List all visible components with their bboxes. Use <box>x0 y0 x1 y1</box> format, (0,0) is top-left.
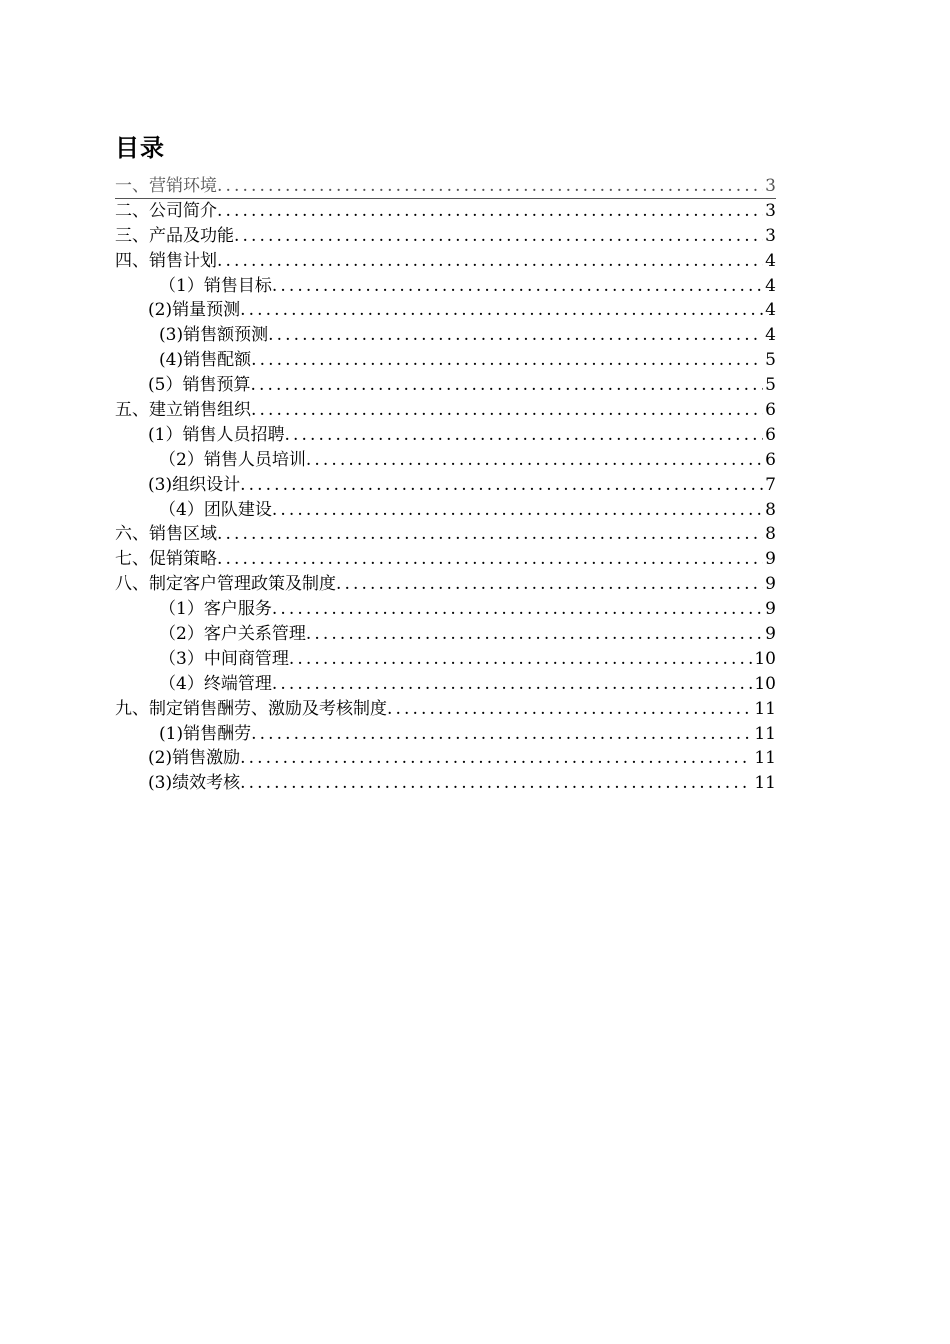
toc-page-number: 4 <box>765 325 776 346</box>
toc-page-number: 10 <box>754 673 776 694</box>
dot-leader <box>217 249 763 274</box>
toc-entry-terminal-mgmt[interactable] <box>115 672 776 697</box>
toc-entry-text: （3）中间商管理 <box>159 648 289 669</box>
toc-entry-compensation-system[interactable] <box>115 697 776 722</box>
dot-leader <box>251 398 763 423</box>
toc-entry-sales-quota[interactable] <box>115 348 776 373</box>
toc-entry-intermediary-mgmt[interactable] <box>115 647 776 672</box>
dot-leader <box>272 672 753 697</box>
toc-entry-sales-compensation[interactable] <box>115 722 776 747</box>
toc-entry-text: 二、公司简介 <box>115 200 217 221</box>
dot-leader <box>336 572 763 597</box>
toc-entry-text: 六、销售区域 <box>115 524 217 545</box>
toc-page-number: 9 <box>765 599 776 620</box>
toc-entry-sales-incentive[interactable] <box>115 746 776 771</box>
toc-page-number: 7 <box>765 474 776 495</box>
toc-entry-customer-service[interactable] <box>115 597 776 622</box>
toc-page-number: 3 <box>765 225 776 246</box>
toc-page-number: 9 <box>765 549 776 570</box>
toc-entry-sales-budget[interactable] <box>115 373 776 398</box>
toc-entry-sales-organization[interactable] <box>115 398 776 423</box>
toc-page-number: 6 <box>765 400 776 421</box>
dot-leader <box>306 622 763 647</box>
toc-entry-text: 四、销售计划 <box>115 250 217 271</box>
toc-entry-text: 九、制定销售酬劳、激励及考核制度 <box>115 698 387 719</box>
toc-entry-text: （1）销售目标 <box>159 275 272 296</box>
dot-leader <box>272 597 763 622</box>
dot-leader <box>268 323 763 348</box>
dot-leader <box>217 199 763 224</box>
table-of-contents <box>115 174 776 796</box>
toc-page-number: 4 <box>765 275 776 296</box>
toc-entry-customer-relations[interactable] <box>115 622 776 647</box>
toc-entry-text: (2)销量预测 <box>148 300 241 321</box>
toc-page-number: 4 <box>765 300 776 321</box>
toc-entry-text: (2)销售激励 <box>148 748 241 769</box>
dot-leader <box>251 722 752 747</box>
toc-entry-marketing-environment[interactable] <box>115 174 776 199</box>
toc-page-number: 5 <box>765 350 776 371</box>
toc-entry-text: 八、制定客户管理政策及制度 <box>115 574 336 595</box>
toc-entry-text: (1)销售酬劳 <box>159 723 252 744</box>
toc-page-number: 10 <box>754 648 776 669</box>
dot-leader <box>240 771 752 796</box>
dot-leader <box>217 522 763 547</box>
toc-entry-training[interactable] <box>115 448 776 473</box>
toc-page-number: 11 <box>754 723 776 744</box>
toc-title: 目录 <box>115 134 165 162</box>
toc-entry-company-profile[interactable] <box>115 199 776 224</box>
toc-entry-team-building[interactable] <box>115 498 776 523</box>
toc-entry-sales-target[interactable] <box>115 274 776 299</box>
dot-leader <box>306 448 763 473</box>
toc-entry-text: (3)销售额预测 <box>159 325 269 346</box>
toc-entry-text: 一、营销环境 <box>115 176 217 196</box>
toc-entry-text: (3)绩效考核 <box>148 773 241 794</box>
toc-entry-text: (4)销售配额 <box>159 350 252 371</box>
toc-entry-products[interactable] <box>115 224 776 249</box>
dot-leader <box>217 547 763 572</box>
toc-entry-sales-plan[interactable] <box>115 249 776 274</box>
dot-leader <box>234 224 763 249</box>
toc-entry-revenue-forecast[interactable] <box>115 323 776 348</box>
dot-leader <box>387 697 752 722</box>
toc-entry-org-design[interactable] <box>115 473 776 498</box>
toc-entry-text: (1）销售人员招聘 <box>148 424 285 445</box>
toc-entry-text: (3)组织设计 <box>148 474 241 495</box>
dot-leader <box>272 498 763 523</box>
toc-entry-text: 七、促销策略 <box>115 549 217 570</box>
toc-entry-promotion[interactable] <box>115 547 776 572</box>
dot-leader <box>240 746 752 771</box>
toc-entry-recruitment[interactable] <box>115 423 776 448</box>
toc-page-number: 5 <box>765 375 776 396</box>
dot-leader <box>217 174 763 199</box>
toc-entry-text: （4）团队建设 <box>159 499 272 520</box>
dot-leader <box>240 473 763 498</box>
dot-leader <box>289 647 753 672</box>
dot-leader <box>272 274 763 299</box>
toc-page-number: 6 <box>765 424 776 445</box>
toc-page-number: 11 <box>754 698 776 719</box>
dot-leader <box>250 373 763 398</box>
toc-entry-text: （2）客户关系管理 <box>159 624 306 645</box>
toc-page-number: 4 <box>765 250 776 271</box>
toc-entry-volume-forecast[interactable] <box>115 298 776 323</box>
toc-page-number: 8 <box>765 499 776 520</box>
toc-entry-performance-review[interactable] <box>115 771 776 796</box>
toc-page-number: 3 <box>765 176 776 196</box>
toc-entry-text: 五、建立销售组织 <box>115 400 251 421</box>
toc-entry-text: （4）终端管理 <box>159 673 272 694</box>
toc-page-number: 11 <box>754 748 776 769</box>
toc-page-number: 8 <box>765 524 776 545</box>
toc-entry-text: 三、产品及功能 <box>115 225 234 246</box>
dot-leader <box>284 423 763 448</box>
toc-entry-text: （1）客户服务 <box>159 599 272 620</box>
toc-page-number: 9 <box>765 624 776 645</box>
toc-page-number: 9 <box>765 574 776 595</box>
toc-entry-text: （2）销售人员培训 <box>159 449 306 470</box>
dot-leader <box>240 298 763 323</box>
toc-page-number: 11 <box>754 773 776 794</box>
toc-entry-sales-region[interactable] <box>115 522 776 547</box>
toc-entry-text: (5）销售预算 <box>148 375 251 396</box>
toc-entry-customer-policy[interactable] <box>115 572 776 597</box>
dot-leader <box>251 348 763 373</box>
toc-page-number: 6 <box>765 449 776 470</box>
toc-page-number: 3 <box>765 200 776 221</box>
